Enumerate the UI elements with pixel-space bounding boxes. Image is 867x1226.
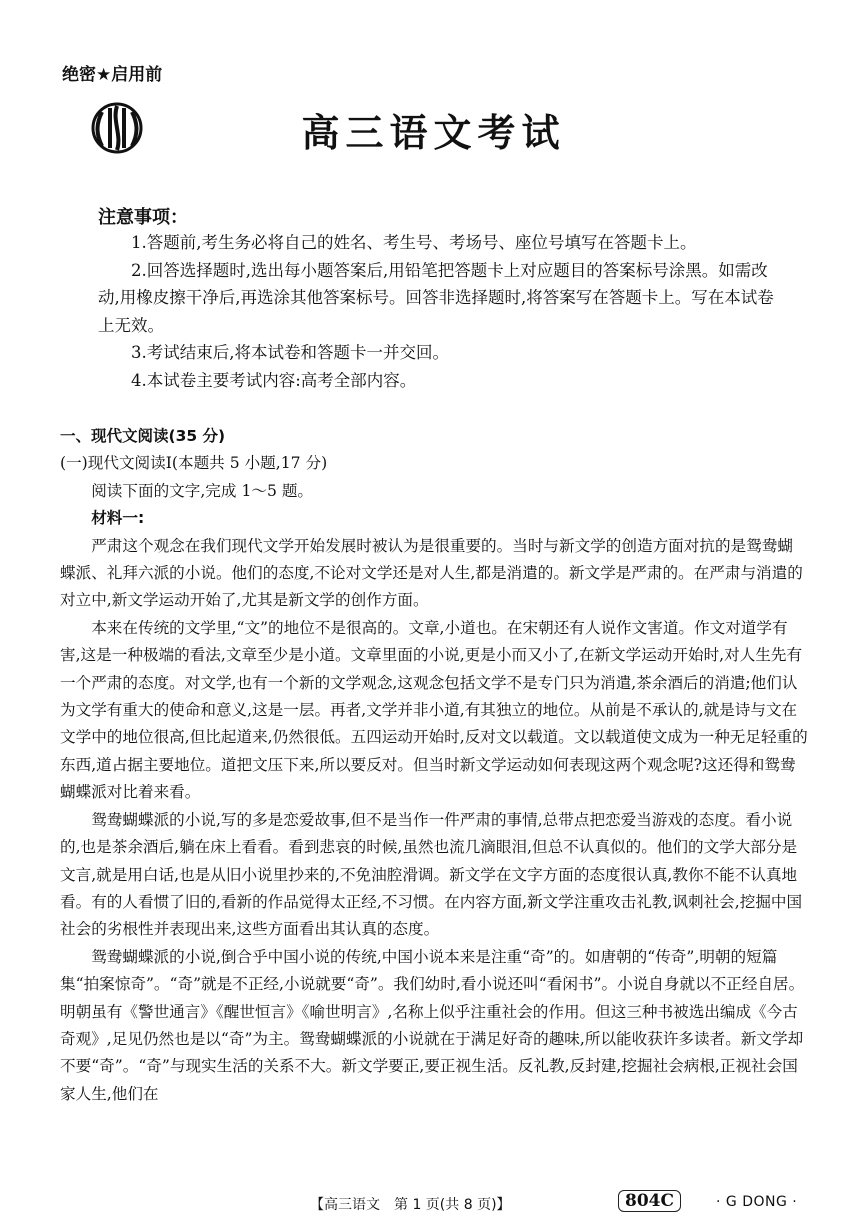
notice-item: 4.本试卷主要考试内容:高考全部内容。 bbox=[131, 370, 417, 390]
notice-heading: 注意事项： bbox=[98, 207, 188, 228]
section-heading: 一、现代文阅读(35 分) bbox=[60, 427, 226, 445]
notice-item: 2.回答选择题时,选出每小题答案后,用铅笔把答题卡上对应题目的答案标号涂黑。如需改动,用橡皮擦干净后,再选涂其他答案标号。回答非选择题时,将答案写在答题卡上。写在本试卷上无效。 bbox=[98, 260, 774, 335]
brand-mark: · G DONG · bbox=[716, 1194, 798, 1210]
page-number: 【高三语文 第 1 页(共 8 页)】 bbox=[310, 1197, 511, 1213]
reading-instruction: 阅读下面的文字,完成 1～5 题。 bbox=[91, 481, 314, 500]
material-label: 材料一: bbox=[91, 509, 145, 528]
notice-item: 1.答题前,考生务必将自己的姓名、考生号、考场号、座位号填写在答题卡上。 bbox=[131, 233, 697, 252]
passage-paragraph: 鸳鸯蝴蝶派的小说,写的多是恋爱故事,但不是当作一件严肃的事情,总带点把恋爱当游戏的态度。看小说的,也是茶余酒后,躺在床上看看。看到悲哀的时候,虽然也流几滴眼泪,但总不认真似的。他们的文学大部分是文言,就是用白话,也是从旧小说里抄来的,不免油腔滑调。新文学在文字方面的态度很认真,教你不能不认真地看。有的人看惯了旧的,看新的作品觉得太正经,不习惯。在内容方面,新文学注重攻击礼教,讽刺社会,挖掘中国社会的劣根性并表现出来,这些方面看出其认真的态度。 bbox=[60, 810, 803, 939]
exam-title: 高三语文考试 bbox=[301, 111, 566, 155]
notice-list bbox=[98, 229, 778, 394]
reading-section bbox=[60, 423, 808, 1108]
passage-paragraph: 本来在传统的文学里,“文”的地位不是很高的。文章,小道也。在宋朝还有人说作文害道。作文对道学有害,这是一种极端的看法,文章至少是小道。文章里面的小说,更是小而又小了,在新文学运动开始时,对人生先有一个严肃的态度。对文学,也有一个新的文学观念,这观念包括文学不是专门只为消遣,茶余酒后的消遣;他们认为文学有重大的使命和意义,这是一层。再者,文学并非小道,有其独立的地位。从前是不承认的,就是诗与文在文学中的地位很高,但比起道来,仍然很低。五四运动开始时,反对文以载道。文以载道使文成为一种无足轻重的东西,道占据主要地位。道把文压下来,所以要反对。但当时新文学运动如何表现这两个观念呢?这还得和鸳鸯蝴蝶派对比着来看。 bbox=[60, 618, 808, 802]
page-footer bbox=[0, 1190, 867, 1216]
passage-paragraph: 鸳鸯蝴蝶派的小说,倒合乎中国小说的传统,中国小说本来是注重“奇”的。如唐朝的“传奇”,明朝的短篇集“拍案惊奇”。“奇”就是不正经,小说就要“奇”。我们幼时,看小说还叫“看闲书”。小说自身就以不正经自居。明朝虽有《警世通言》《醒世恒言》《喻世明言》,名称上似乎注重社会的作用。但这三种书被选出编成《今古奇观》,足见仍然也是以“奇”为主。鸳鸯蝴蝶派的小说就在于满足好奇的趣味,所以能收获许多读者。新文学却不要“奇”。“奇”与现实生活的关系不大。新文学要正,要正视生活。反礼教,反封建,挖掘社会病根,正视社会国家人生,他们在 bbox=[60, 947, 805, 1103]
confidential-label: 绝密★启用前 bbox=[62, 65, 163, 85]
paper-code-badge: 804C bbox=[618, 1190, 681, 1212]
notice-item: 3.考试结束后,将本试卷和答题卡一并交回。 bbox=[131, 343, 449, 362]
passage-paragraph: 严肃这个观念在我们现代文学开始发展时被认为是很重要的。当时与新文学的创造方面对抗的是鸳鸯蝴蝶派、礼拜六派的小说。他们的态度,不论对文学还是对人生,都是消遣的。新文学是严肃的。在严肃与消遣的对立中,新文学运动开始了,尤其是新文学的创作方面。 bbox=[60, 536, 803, 610]
subsection-heading: (一)现代文阅读Ⅰ(本题共 5 小题,17 分) bbox=[60, 454, 328, 473]
